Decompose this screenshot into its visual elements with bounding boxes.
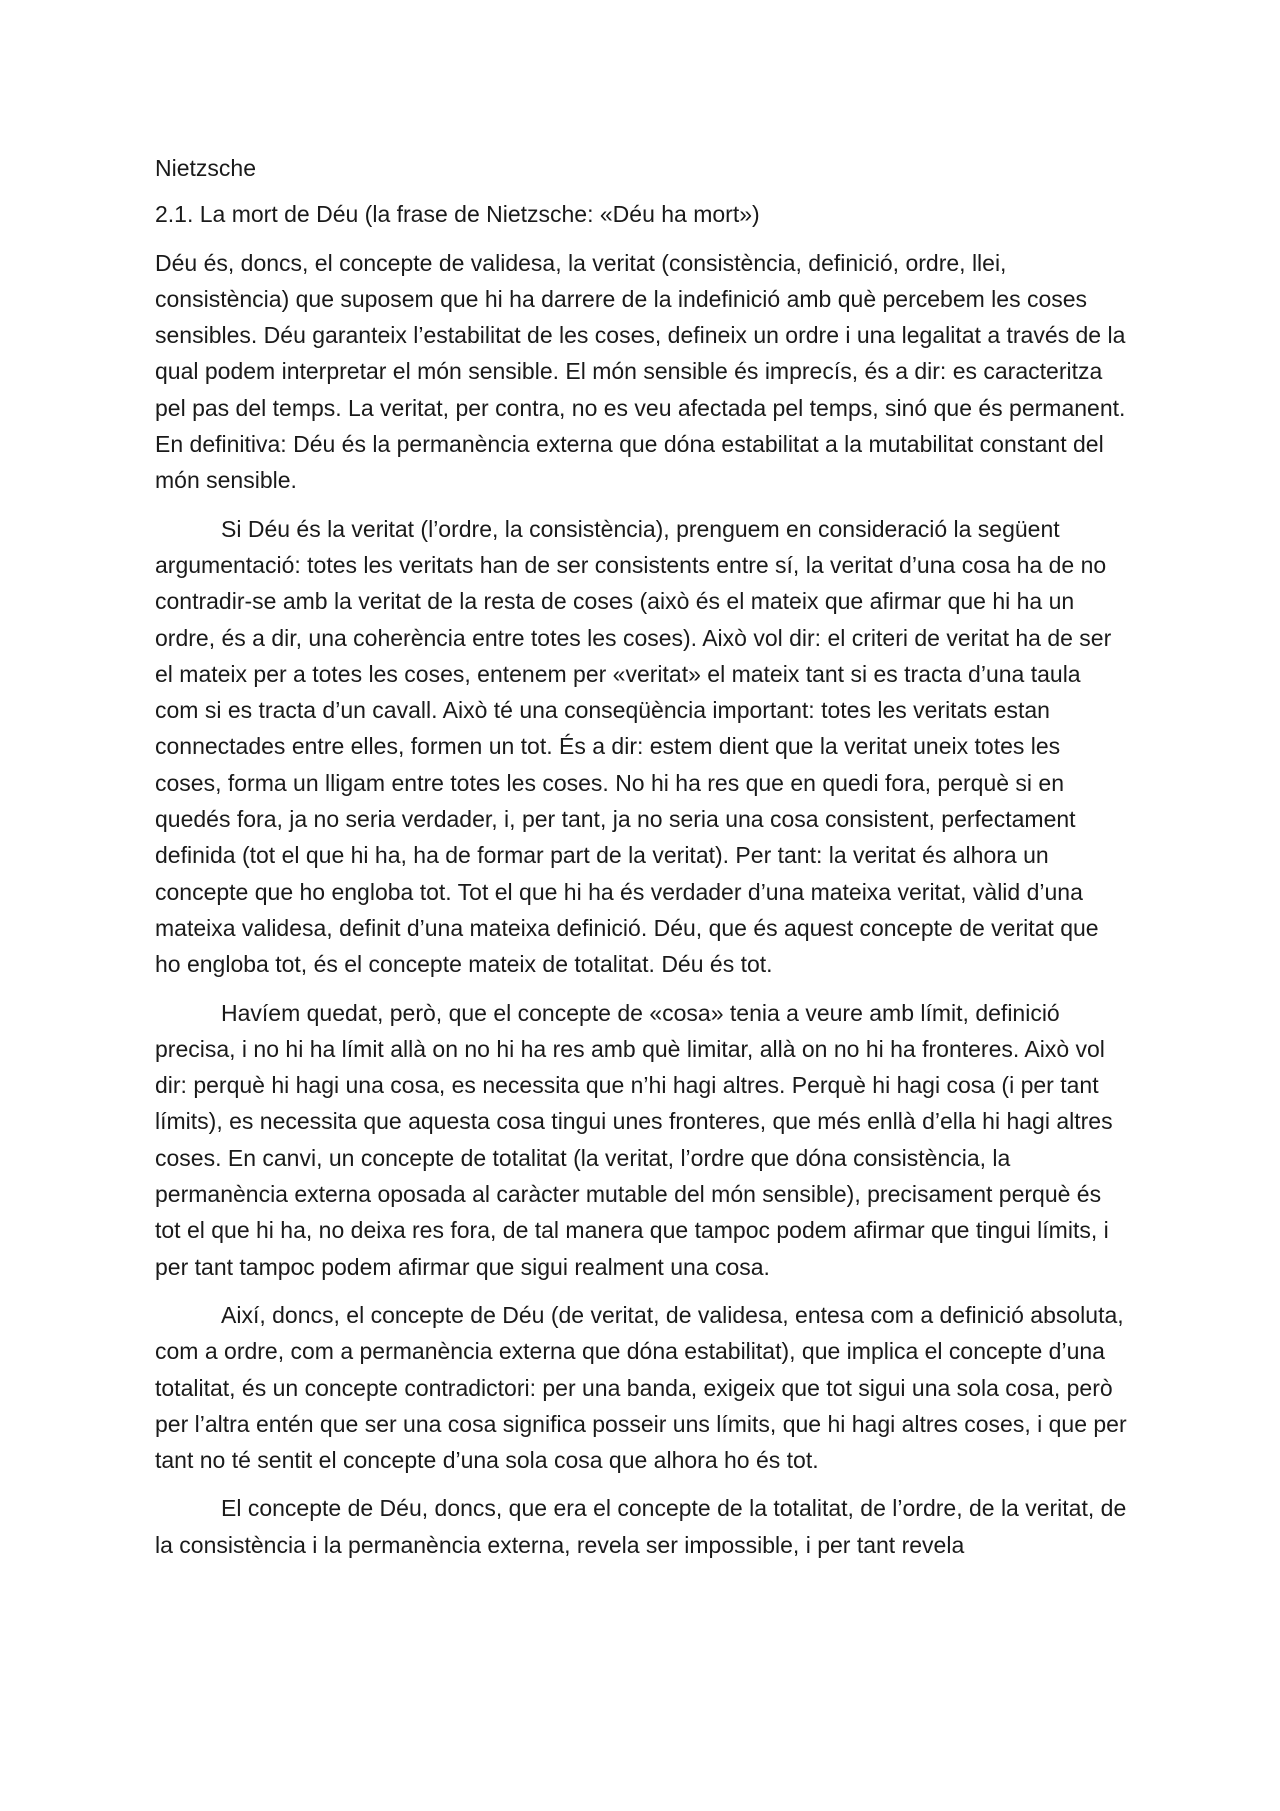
document-page — [155, 150, 1130, 1575]
paragraph-1: Déu és, doncs, el concepte de validesa, la veritat (consistència, definició, ordre, llei, consistència) que suposem que hi ha darrere de la indefinició amb què percebem les coses sensibles. Déu garanteix l’estabilitat de les coses, defineix un ordre i una legalitat a través de la qual podem interpretar el món sensible. El món sensible és imprecís, és a dir: es caracteritza pel pas del temps. La veritat, per contra, no es veu afectada pel temps, sinó que és permanent. En definitiva: Déu és la permanència externa que dóna estabilitat a la mutabilitat constant del món sensible. — [155, 249, 1126, 494]
paragraph-2: Si Déu és la veritat (l’ordre, la consistència), prenguem en consideració la següent argumentació: totes les veritats han de ser consistents entre sí, la veritat d’una cosa ha de no contradir-se amb la veritat de la resta de coses (això és el mateix que afirmar que hi ha un ordre, és a dir, una coherència entre totes les coses). Això vol dir: el criteri de veritat ha de ser el mateix per a totes les coses, entenem per «veritat» el mateix tant si es tracta d’una taula com si es tracta d’un cavall. Això té una conseqüència important: totes les veritats estan connectades entre elles, formen un tot. És a dir: estem dient que la veritat uneix totes les coses, forma un lligam entre totes les coses. No hi ha res que en quedi fora, perquè si en quedés fora, ja no seria verdader, i, per tant, ja no seria una cosa consistent, perfectament definida (tot el que hi ha, ha de formar part de la veritat). Per tant: la veritat és alhora un concepte que ho engloba tot. Tot el que hi ha és verdader d’una mateixa veritat, vàlid d’una mateixa validesa, definit d’una mateixa definició. Déu, que és aquest concepte de veritat que ho engloba tot, és el concepte mateix de totalitat. Déu és tot. — [155, 515, 1112, 978]
section-heading: 2.1. La mort de Déu (la frase de Nietzsche: «Déu ha mort») — [155, 201, 760, 228]
document-title: Nietzsche — [155, 155, 256, 181]
paragraph-5: El concepte de Déu, doncs, que era el concepte de la totalitat, de l’ordre, de la veritat, de la consistència i la permanència externa, revela ser impossible, i per tant revela — [155, 1495, 1127, 1558]
paragraph-4: Així, doncs, el concepte de Déu (de veritat, de validesa, entesa com a definició absoluta, com a ordre, com a permanència externa que dóna estabilitat), que implica el concepte d’una totalitat, és un concepte contradictori: per una banda, exigeix que tot sigui una sola cosa, però per l’altra entén que ser una cosa significa posseir uns límits, que hi hagi altres coses, i que per tant no té sentit el concepte d’una sola cosa que alhora ho és tot. — [155, 1301, 1127, 1474]
paragraph-3: Havíem quedat, però, que el concepte de «cosa» tenia a veure amb límit, definició precisa, i no hi ha límit allà on no hi ha res amb què limitar, allà on no hi ha fronteres. Això vol dir: perquè hi hagi una cosa, es necessita que n’hi hagi altres. Perquè hi hagi cosa (i per tant límits), es necessita que aquesta cosa tingui unes fronteres, que més enllà d’ella hi hagi altres coses. En canvi, un concepte de totalitat (la veritat, l’ordre que dóna consistència, la permanència externa oposada al caràcter mutable del món sensible), precisament perquè és tot el que hi ha, no deixa res fora, de tal manera que tampoc podem afirmar que tingui límits, i per tant tampoc podem afirmar que sigui realment una cosa. — [155, 999, 1113, 1280]
